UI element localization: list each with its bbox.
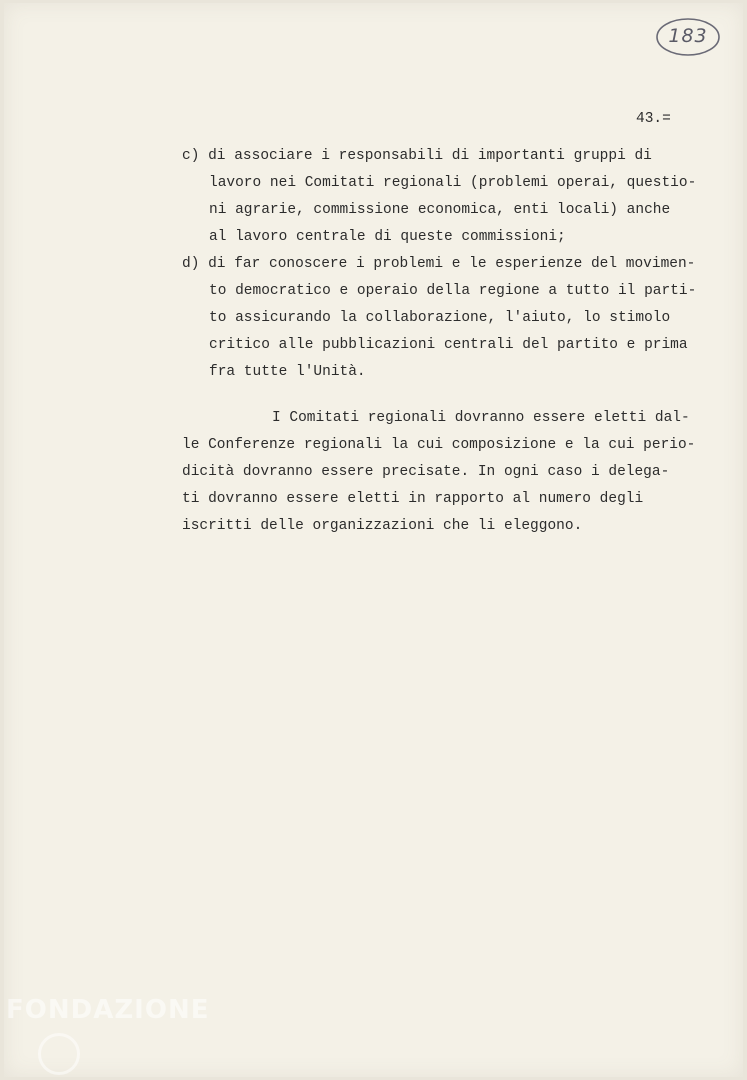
list-item-d-line-3: to assicurando la collaborazione, l'aiuto, lo stimolo (209, 310, 671, 326)
list-item-c-line-4: al lavoro centrale di queste commissioni; (209, 229, 566, 245)
list-item-d-line-4: critico alle pubblicazioni centrali del partito e prima (209, 337, 688, 353)
list-item-d-line-5: fra tutte l'Unità. (209, 364, 366, 380)
list-item-c-line-3: ni agrarie, commissione economica, enti locali) anche (209, 202, 671, 218)
paragraph-line-2: le Conferenze regionali la cui composizione e la cui perio- (182, 437, 696, 453)
list-item-d-line-2: to democratico e operaio della regione a tutto il parti- (209, 283, 697, 299)
archive-stamp-number: 183 (668, 25, 708, 47)
list-item-c-line-2: lavoro nei Comitati regionali (problemi operai, questio- (209, 175, 697, 191)
archive-watermark: FONDAZIONE (6, 995, 210, 1025)
paragraph-line-3: dicità dovranno essere precisate. In ogni caso i delega- (182, 464, 670, 480)
paragraph-line-5: iscritti delle organizzazioni che li eleggono. (182, 518, 583, 534)
page-number: 43.= (636, 111, 671, 127)
watermark-seal-icon (38, 1033, 80, 1075)
paragraph-line-1: I Comitati regionali dovranno essere eletti dal- (272, 410, 690, 426)
document-page (4, 3, 743, 1077)
paragraph-line-4: ti dovranno essere eletti in rapporto al numero degli (182, 491, 644, 507)
list-item-c-line-1: c) di associare i responsabili di importanti gruppi di (182, 148, 652, 164)
archive-stamp (654, 15, 722, 59)
list-item-d-line-1: d) di far conoscere i problemi e le esperienze del movimen- (182, 256, 696, 272)
